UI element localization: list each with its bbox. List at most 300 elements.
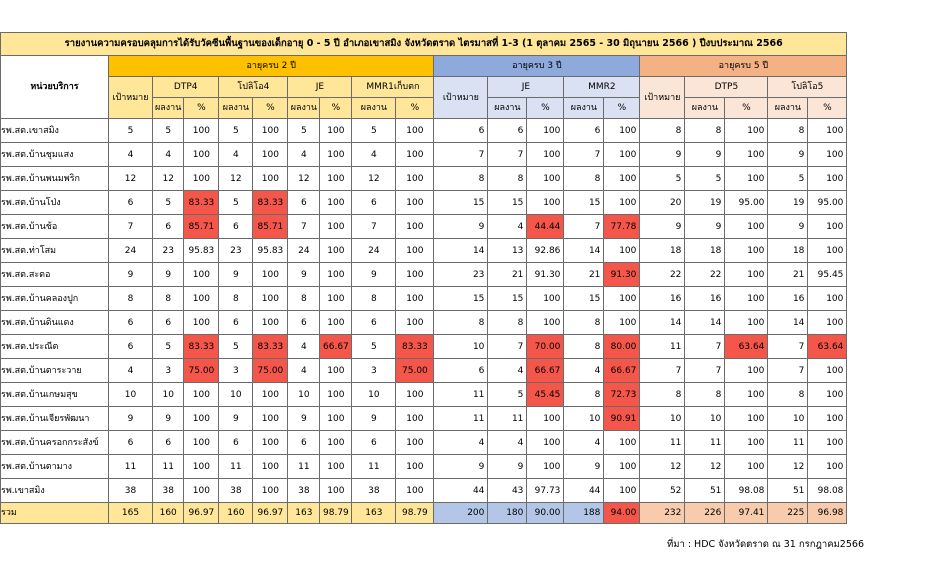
value-cell: 100 (725, 383, 768, 407)
value-cell: 160 (219, 503, 253, 524)
value-cell: 11 (434, 407, 488, 431)
unit-name: รพ.สต.บ้านเจียรพัฒนา (1, 407, 109, 431)
value-cell: 11 (685, 431, 725, 455)
header-pct: % (604, 98, 640, 119)
value-cell: 100 (320, 191, 352, 215)
target-cell: 6 (109, 335, 153, 359)
header-pct: % (253, 98, 288, 119)
value-cell: 14 (768, 311, 808, 335)
value-cell: 100 (604, 287, 640, 311)
value-cell: 232 (640, 503, 685, 524)
value-cell: 100 (396, 239, 434, 263)
value-cell: 6 (288, 311, 320, 335)
header-result: ผลงาน (488, 98, 527, 119)
target-cell: 12 (109, 167, 153, 191)
target-cell: 8 (109, 287, 153, 311)
value-cell: 100 (527, 311, 564, 335)
value-cell: 7 (768, 359, 808, 383)
value-cell: 8 (640, 119, 685, 143)
value-cell: 9 (153, 407, 184, 431)
value-cell: 14 (640, 311, 685, 335)
value-cell: 100 (184, 407, 219, 431)
value-cell: 7 (564, 215, 604, 239)
value-cell: 23 (434, 263, 488, 287)
value-cell: 95.83 (184, 239, 219, 263)
value-cell: 85.71 (184, 215, 219, 239)
value-cell: 100 (253, 431, 288, 455)
value-cell: 100 (604, 479, 640, 503)
value-cell: 4 (488, 215, 527, 239)
value-cell: 100 (320, 407, 352, 431)
value-cell: 100 (320, 215, 352, 239)
value-cell: 100 (396, 431, 434, 455)
header-result: ผลงาน (153, 98, 184, 119)
header-result: ผลงาน (564, 98, 604, 119)
value-cell: 6 (352, 191, 396, 215)
value-cell: 9 (288, 263, 320, 287)
value-cell: 7 (685, 335, 725, 359)
value-cell: 100 (320, 239, 352, 263)
value-cell: 5 (153, 119, 184, 143)
target-cell: 6 (109, 191, 153, 215)
value-cell: 6 (352, 311, 396, 335)
value-cell: 83.33 (184, 335, 219, 359)
value-cell: 8 (685, 119, 725, 143)
value-cell: 100 (184, 311, 219, 335)
value-cell: 45.45 (527, 383, 564, 407)
value-cell: 11 (352, 455, 396, 479)
value-cell: 7 (352, 215, 396, 239)
target-cell: 5 (109, 119, 153, 143)
header-pct: % (184, 98, 219, 119)
value-cell: 10 (153, 383, 184, 407)
value-cell: 8 (640, 383, 685, 407)
value-cell: 9 (640, 215, 685, 239)
value-cell: 100 (396, 287, 434, 311)
value-cell: 100 (725, 239, 768, 263)
value-cell: 7 (488, 335, 527, 359)
value-cell: 11 (640, 335, 685, 359)
value-cell: 6 (153, 311, 184, 335)
value-cell: 6 (219, 215, 253, 239)
value-cell: 7 (288, 215, 320, 239)
table-row (1, 311, 847, 335)
value-cell: 51 (685, 479, 725, 503)
value-cell: 21 (564, 263, 604, 287)
value-cell: 18 (685, 239, 725, 263)
value-cell: 52 (640, 479, 685, 503)
value-cell: 23 (153, 239, 184, 263)
value-cell: 100 (184, 287, 219, 311)
value-cell: 100 (527, 287, 564, 311)
value-cell: 4 (488, 359, 527, 383)
header-result: ผลงาน (685, 98, 725, 119)
value-cell: 100 (604, 191, 640, 215)
table-row (1, 263, 847, 287)
header-pct: % (320, 98, 352, 119)
value-cell: 16 (768, 287, 808, 311)
value-cell: 63.64 (725, 335, 768, 359)
value-cell: 100 (725, 215, 768, 239)
unit-name: รพ.สต.บ้านครอกกระสังข์ (1, 431, 109, 455)
value-cell: 4 (153, 143, 184, 167)
unit-name: รพ.สต.บ้านโป่ง (1, 191, 109, 215)
value-cell: 100 (253, 263, 288, 287)
unit-name: รพ.สต.บ้านพนมพริก (1, 167, 109, 191)
table-row (1, 383, 847, 407)
value-cell: 11 (768, 431, 808, 455)
value-cell: 4 (434, 431, 488, 455)
value-cell: 5 (219, 119, 253, 143)
value-cell: 9 (488, 455, 527, 479)
value-cell: 100 (253, 383, 288, 407)
value-cell: 21 (488, 263, 527, 287)
value-cell: 160 (153, 503, 184, 524)
value-cell: 10 (768, 407, 808, 431)
value-cell: 83.33 (253, 191, 288, 215)
value-cell: 8 (564, 311, 604, 335)
value-cell: 18 (768, 239, 808, 263)
header-mmr2: MMR2 (564, 77, 640, 98)
value-cell: 15 (564, 191, 604, 215)
value-cell: 44.44 (527, 215, 564, 239)
value-cell: 94.00 (604, 503, 640, 524)
value-cell: 100 (725, 359, 768, 383)
value-cell: 72.73 (604, 383, 640, 407)
value-cell: 4 (219, 143, 253, 167)
value-cell: 100 (184, 479, 219, 503)
value-cell: 8 (219, 287, 253, 311)
value-cell: 7 (564, 143, 604, 167)
target-cell: 7 (109, 215, 153, 239)
value-cell: 100 (396, 119, 434, 143)
value-cell: 8 (768, 119, 808, 143)
value-cell: 6 (434, 359, 488, 383)
value-cell: 92.86 (527, 239, 564, 263)
value-cell: 75.00 (396, 359, 434, 383)
value-cell: 20 (640, 191, 685, 215)
value-cell: 98.08 (808, 479, 847, 503)
value-cell: 77.78 (604, 215, 640, 239)
header-je-age2: JE (288, 77, 352, 98)
value-cell: 100 (725, 431, 768, 455)
value-cell: 66.67 (604, 359, 640, 383)
value-cell: 5 (352, 119, 396, 143)
value-cell: 100 (725, 119, 768, 143)
header-result: ผลงาน (288, 98, 320, 119)
value-cell: 100 (527, 167, 564, 191)
value-cell: 100 (184, 383, 219, 407)
value-cell: 6 (434, 119, 488, 143)
value-cell: 8 (153, 287, 184, 311)
value-cell: 5 (488, 383, 527, 407)
unit-name: รพ.สต.ประณีต (1, 335, 109, 359)
value-cell: 100 (253, 479, 288, 503)
table-row (1, 287, 847, 311)
table-row (1, 431, 847, 455)
value-cell: 12 (768, 455, 808, 479)
value-cell: 100 (808, 359, 847, 383)
value-cell: 11 (288, 455, 320, 479)
value-cell: 100 (808, 143, 847, 167)
unit-name: รพ.สต.บ้านตามาง (1, 455, 109, 479)
value-cell: 14 (564, 239, 604, 263)
value-cell: 8 (434, 167, 488, 191)
unit-name: รพ.สต.บ้านคลองปูก (1, 287, 109, 311)
value-cell: 9 (434, 455, 488, 479)
value-cell: 24 (352, 239, 396, 263)
table-row (1, 479, 847, 503)
value-cell: 8 (685, 383, 725, 407)
value-cell: 100 (320, 431, 352, 455)
value-cell: 6 (352, 431, 396, 455)
value-cell: 100 (527, 143, 564, 167)
header-unit: หน่วยบริการ (1, 56, 109, 119)
target-cell: 9 (109, 263, 153, 287)
table-row (1, 455, 847, 479)
value-cell: 15 (434, 287, 488, 311)
value-cell: 100 (253, 455, 288, 479)
value-cell: 100 (320, 287, 352, 311)
value-cell: 100 (604, 431, 640, 455)
value-cell: 22 (685, 263, 725, 287)
value-cell: 100 (527, 119, 564, 143)
header-age-2: อายุครบ 2 ปี (109, 56, 434, 77)
value-cell: 9 (564, 455, 604, 479)
value-cell: 91.30 (527, 263, 564, 287)
value-cell: 12 (288, 167, 320, 191)
value-cell: 100 (808, 311, 847, 335)
header-polio5: โปลิโอ5 (768, 77, 847, 98)
value-cell: 5 (768, 167, 808, 191)
value-cell: 14 (434, 239, 488, 263)
target-cell: 10 (109, 383, 153, 407)
value-cell: 4 (564, 431, 604, 455)
value-cell: 100 (184, 455, 219, 479)
value-cell: 11 (153, 455, 184, 479)
value-cell: 15 (488, 191, 527, 215)
value-cell: 100 (320, 359, 352, 383)
value-cell: 9 (640, 143, 685, 167)
value-cell: 66.67 (527, 359, 564, 383)
header-mmr1: MMR1เก็บตก (352, 77, 434, 98)
value-cell: 6 (488, 119, 527, 143)
value-cell: 100 (604, 311, 640, 335)
unit-name: รพ.สต.บ้านตาระวาย (1, 359, 109, 383)
value-cell: 22 (640, 263, 685, 287)
value-cell: 100 (808, 119, 847, 143)
header-target-age5: เป้าหมาย (640, 77, 685, 119)
value-cell: 9 (288, 407, 320, 431)
report-title: รายงานความครอบคลุมการได้รับวัคซีนพื้นฐานของเด็กอายุ 0 - 5 ปี อำเภอเขาสมิง จังหวัดตราด ไตรมาสที่ 1-3 (1 ตุลาคม 2565 - 30 มิถุนายน 2566 ) ปีงบประมาณ 2566 (1, 33, 847, 56)
value-cell: 100 (527, 191, 564, 215)
value-cell: 80.00 (604, 335, 640, 359)
value-cell: 100 (396, 263, 434, 287)
header-polio4: โปลิโอ4 (219, 77, 288, 98)
value-cell: 10 (288, 383, 320, 407)
value-cell: 4 (288, 335, 320, 359)
value-cell: 5 (685, 167, 725, 191)
value-cell: 4 (288, 359, 320, 383)
value-cell: 18 (640, 239, 685, 263)
value-cell: 97.41 (725, 503, 768, 524)
value-cell: 9 (768, 215, 808, 239)
value-cell: 97.73 (527, 479, 564, 503)
value-cell: 12 (219, 167, 253, 191)
value-cell: 95.45 (808, 263, 847, 287)
value-cell: 100 (396, 167, 434, 191)
value-cell: 95.83 (253, 239, 288, 263)
value-cell: 19 (768, 191, 808, 215)
target-cell: 11 (109, 455, 153, 479)
value-cell: 10 (219, 383, 253, 407)
value-cell: 9 (352, 263, 396, 287)
value-cell: 100 (527, 455, 564, 479)
value-cell: 100 (253, 167, 288, 191)
value-cell: 7 (768, 335, 808, 359)
value-cell: 9 (685, 215, 725, 239)
value-cell: 5 (288, 119, 320, 143)
value-cell: 7 (685, 359, 725, 383)
coverage-table (0, 32, 847, 524)
total-row (1, 503, 847, 524)
value-cell: 100 (184, 263, 219, 287)
value-cell: 44 (564, 479, 604, 503)
value-cell: 5 (219, 191, 253, 215)
value-cell: 100 (396, 407, 434, 431)
value-cell: 9 (219, 407, 253, 431)
value-cell: 96.98 (808, 503, 847, 524)
value-cell: 51 (768, 479, 808, 503)
source-note: ที่มา : HDC จังหวัดตราด ณ 31 กรกฎาคม2566 (666, 539, 864, 550)
value-cell: 100 (396, 143, 434, 167)
value-cell: 100 (320, 263, 352, 287)
header-age-5: อายุครบ 5 ปี (640, 56, 847, 77)
value-cell: 90.91 (604, 407, 640, 431)
header-age-3: อายุครบ 3 ปี (434, 56, 640, 77)
value-cell: 100 (725, 407, 768, 431)
unit-name: รพ.สต.บ้านเกษมสุข (1, 383, 109, 407)
target-cell: 4 (109, 359, 153, 383)
value-cell: 100 (253, 407, 288, 431)
value-cell: 10 (564, 407, 604, 431)
value-cell: 163 (352, 503, 396, 524)
header-dtp4: DTP4 (153, 77, 219, 98)
target-cell: 38 (109, 479, 153, 503)
value-cell: 4 (488, 431, 527, 455)
value-cell: 8 (352, 287, 396, 311)
value-cell: 4 (352, 143, 396, 167)
header-je-age3: JE (488, 77, 564, 98)
value-cell: 15 (564, 287, 604, 311)
value-cell: 98.79 (320, 503, 352, 524)
value-cell: 7 (640, 359, 685, 383)
header-pct: % (527, 98, 564, 119)
value-cell: 226 (685, 503, 725, 524)
table-row (1, 191, 847, 215)
value-cell: 10 (685, 407, 725, 431)
value-cell: 9 (768, 143, 808, 167)
table-row (1, 239, 847, 263)
value-cell: 38 (153, 479, 184, 503)
value-cell: 38 (219, 479, 253, 503)
value-cell: 98.79 (396, 503, 434, 524)
value-cell: 10 (434, 335, 488, 359)
value-cell: 4 (288, 143, 320, 167)
value-cell: 100 (604, 455, 640, 479)
value-cell: 10 (640, 407, 685, 431)
value-cell: 90.00 (527, 503, 564, 524)
value-cell: 5 (153, 335, 184, 359)
value-cell: 8 (564, 167, 604, 191)
value-cell: 7 (488, 143, 527, 167)
value-cell: 3 (352, 359, 396, 383)
value-cell: 8 (488, 311, 527, 335)
value-cell: 24 (288, 239, 320, 263)
target-cell: 4 (109, 143, 153, 167)
value-cell: 96.97 (253, 503, 288, 524)
unit-name: รพ.สต.บ้านดินแดง (1, 311, 109, 335)
value-cell: 100 (604, 143, 640, 167)
value-cell: 16 (685, 287, 725, 311)
value-cell: 98.08 (725, 479, 768, 503)
value-cell: 21 (768, 263, 808, 287)
value-cell: 9 (219, 263, 253, 287)
table-row (1, 359, 847, 383)
value-cell: 91.30 (604, 263, 640, 287)
total-label: รวม (1, 503, 109, 524)
value-cell: 95.00 (808, 191, 847, 215)
value-cell: 11 (434, 383, 488, 407)
value-cell: 11 (640, 431, 685, 455)
header-dtp5: DTP5 (685, 77, 768, 98)
value-cell: 100 (808, 239, 847, 263)
unit-name: รพ.เขาสมิง (1, 479, 109, 503)
value-cell: 5 (352, 335, 396, 359)
target-cell: 24 (109, 239, 153, 263)
value-cell: 200 (434, 503, 488, 524)
value-cell: 100 (604, 119, 640, 143)
value-cell: 3 (153, 359, 184, 383)
value-cell: 75.00 (253, 359, 288, 383)
value-cell: 38 (288, 479, 320, 503)
value-cell: 12 (640, 455, 685, 479)
target-cell: 6 (109, 311, 153, 335)
value-cell: 100 (725, 311, 768, 335)
value-cell: 100 (396, 383, 434, 407)
value-cell: 8 (564, 335, 604, 359)
value-cell: 100 (396, 311, 434, 335)
value-cell: 6 (288, 431, 320, 455)
value-cell: 6 (153, 215, 184, 239)
value-cell: 100 (253, 287, 288, 311)
value-cell: 100 (320, 479, 352, 503)
value-cell: 75.00 (184, 359, 219, 383)
value-cell: 19 (685, 191, 725, 215)
value-cell: 9 (685, 143, 725, 167)
value-cell: 8 (488, 167, 527, 191)
value-cell: 3 (219, 359, 253, 383)
value-cell: 100 (396, 455, 434, 479)
value-cell: 15 (434, 191, 488, 215)
value-cell: 66.67 (320, 335, 352, 359)
value-cell: 8 (288, 287, 320, 311)
value-cell: 100 (725, 143, 768, 167)
value-cell: 85.71 (253, 215, 288, 239)
value-cell: 100 (253, 143, 288, 167)
value-cell: 5 (153, 191, 184, 215)
value-cell: 100 (808, 431, 847, 455)
